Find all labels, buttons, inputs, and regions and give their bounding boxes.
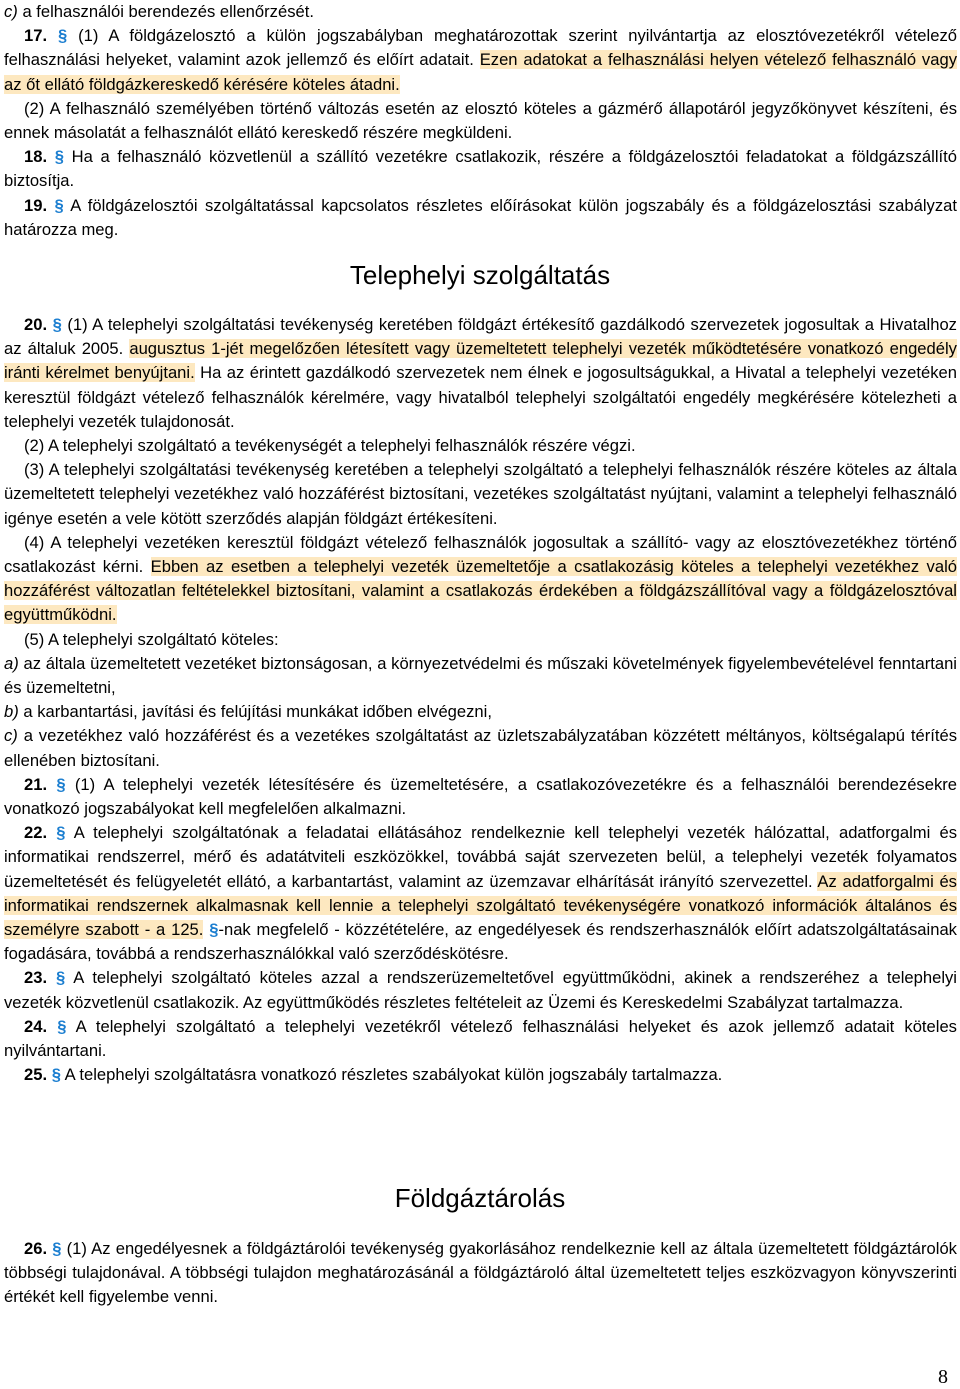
section-link-icon[interactable]: § <box>56 774 66 794</box>
highlighted-text: Ebben az esetben a telephelyi vezeték üzemeltetője a csatlakozásig köteles a telephelyi vezetékhez való hozzáférést változatlan feltételekkel biztosítani, valamint a csatlakozás érdekében a földgázszállítóval vagy a földgázelosztóval együttműködni. <box>4 557 957 625</box>
item-label: b) <box>4 702 19 722</box>
section-24: 24. § A telephelyi szolgáltató a telephelyi vezetékről vételező felhasználási helyeket és azok jellemző adatait köteles nyilvántartani. <box>4 1016 957 1061</box>
section-number: 22. <box>24 823 48 843</box>
section-19: 19. § A földgázelosztói szolgáltatással kapcsolatos részletes előírásokat külön jogszabály és a földgázelosztási szabályzat határozza meg. <box>4 195 957 239</box>
heading-foldgaztarolas: Földgáztárolás <box>394 1183 566 1213</box>
section-number: 25. <box>24 1065 48 1085</box>
block-middle <box>4 313 957 1088</box>
section-link-icon[interactable]: § <box>54 195 64 215</box>
section-23: 23. § A telephelyi szolgáltató köteles azzal a rendszerüzemeltetővel együttműködni, akinek a rendszeréhez a telephelyi vezeték közvetlenül csatlakozik. Az együttműködés részletes feltételeit az Üzemi és Kereskedelmi Szabályzat tartalmazza. <box>4 968 957 1012</box>
item-label: c) <box>4 2 18 21</box>
paragraph-c: c) a felhasználói berendezés ellenőrzését. <box>4 2 314 21</box>
section-26: 26. § (1) Az engedélyesnek a földgáztárolói tevékenység gyakorlásához rendelkeznie kell az általa üzemeltetett földgáztárolók többségi tulajdonával. A többségi tulajdon meghatározásánál a földgáztároló által üzemeltetett teljes eszközvagyon könyvszerinti értékét kell figyelembe venni. <box>4 1239 957 1307</box>
section-17-p2: (2) A felhasználó személyében történő változás esetén az elosztó köteles a gázmérő állapotáról jegyzőkönyvet készíteni, és ennek másolatát a felhasználót ellátó kereskedő részére megküldeni. <box>4 98 957 143</box>
heading-telephelyi: Telephelyi szolgáltatás <box>349 260 611 290</box>
section-number: 18. <box>24 147 48 167</box>
section-17-p1: 17. § (1) A földgázelosztó a külön jogszabályban meghatározottak szerint nyilvántartja az elosztóvezetékről vételező felhasználási helyeket, valamint azok jellemző és előírt adatait. Ezen adatokat a felhasználási helyen vételező felhasználó vagy az őt ellátó földgázkereskedő kérésére köteles átadni. <box>4 26 957 94</box>
section-20-p5: (5) A telephelyi szolgáltató köteles: <box>24 629 279 649</box>
section-link-icon[interactable]: § <box>56 823 66 843</box>
section-21: 21. § (1) A telephelyi vezeték létesítésére és üzemeltetésére, a csatlakozóvezetékre és a felhasználói berendezésekre vonatkozó jogszabályokat kell megfelelően alkalmazni. <box>4 774 957 819</box>
section-20-item-b: b) a karbantartási, javítási és felújítási munkákat időben elvégezni, <box>4 702 492 722</box>
section-link-icon[interactable]: § <box>209 920 219 940</box>
section-number: 19. <box>24 195 48 215</box>
highlighted-text: Ezen adatokat a felhasználási helyen vételező felhasználó vagy az őt ellátó földgázkereskedő kérésére köteles átadni. <box>4 50 957 94</box>
section-number: 23. <box>24 968 48 988</box>
section-20-p2: (2) A telephelyi szolgáltató a tevékenységét a telephelyi felhasználók részére végzi. <box>24 436 636 456</box>
highlighted-text: augusztus 1-jét megelőzően létesített vagy üzemeltetett telephelyi vezeték működtetésére vonatkozó engedély iránti kérelmet benyújtani. <box>4 339 957 383</box>
section-number: 26. <box>24 1239 48 1258</box>
section-20-p1: 20. § (1) A telephelyi szolgáltatási tevékenység keretében földgázt értékesítő gazdálkodó szervezetek jogosultak a Hivatalhoz az általuk 2005. augusztus 1-jét megelőzően létesített vagy üzemeltetett telephelyi vezeték működtetésére vonatkozó engedély iránti kérelmet benyújtani. Ha az érintett gazdálkodó szervezetek nem élnek e jogosultságukkal, a Hivatal a telephelyi vezetéken keresztül földgázt vételező felhasználók kérelmére, vagy hivatalból telephelyi szolgáltatói engedély megkérésére kötelezheti a telephelyi vezeték tulajdonosát. <box>4 315 957 431</box>
section-link-icon[interactable]: § <box>52 1239 62 1258</box>
section-link-icon[interactable]: § <box>56 968 66 988</box>
section-link-icon[interactable]: § <box>54 147 64 167</box>
section-link-icon[interactable]: § <box>57 1016 67 1036</box>
section-link-icon[interactable]: § <box>51 1065 61 1085</box>
block-top <box>4 0 957 242</box>
section-18: 18. § Ha a felhasználó közvetlenül a szállító vezetékre csatlakozik, részére a földgázelosztói feladatokat a földgázszállító biztosítja. <box>4 147 957 191</box>
section-link-icon[interactable]: § <box>57 26 68 46</box>
section-20-item-c: c) a vezetékhez való hozzáférést és a vezetékes szolgáltatást az üzletszabályzatában közzétett méltányos, költségalapú térítés ellenében biztosítani. <box>4 726 957 770</box>
page-number: 8 <box>938 1366 948 1388</box>
section-number: 20. <box>24 315 48 334</box>
section-22: 22. § A telephelyi szolgáltatónak a feladatai ellátásához rendelkeznie kell telephelyi vezeték hálózattal, adatforgalmi és informatikai rendszerrel, mérő és adatátviteli eszközökkel, továbbá saját szervezeten belül, a telephelyi vezeték folyamatos üzemeltetését és felügyeletét ellátó, a karbantartást, valamint az üzemzavar elhárítását irányító szervezettel. Az adatforgalmi és informatikai rendszernek alkalmasnak kell lennie a telephelyi szolgáltató tevékenységére vonatkozó információk általános és személyre szabott - a 125. §-nak megfelelő - közzétételére, az engedélyesek és rendszerhasználók előírt adatszolgáltatásainak fogadására, továbbá a rendszerhasználókkal való szerződéskötésre. <box>4 823 957 964</box>
section-20-p3: (3) A telephelyi szolgáltatási tevékenység keretében a telephelyi szolgáltató a telephelyi felhasználók részére köteles az általa üzemeltetett telephelyi vezetékhez való hozzáférést biztosítani, vezetékes szolgáltatást nyújtani, valamint a telephelyi felhasználó igénye esetén a vele kötött szerződés alapján földgázt értékesíteni. <box>4 460 957 528</box>
section-20-item-a: a) az általa üzemeltetett vezetéket biztonságosan, a környezetvédelmi és műszaki követelmények figyelembevételével fenntartani és üzemeltetni, <box>4 653 957 698</box>
section-20-p4: (4) A telephelyi vezetéken keresztül földgázt vételező felhasználók jogosultak a szállító- vagy az elosztóvezetékhez történő csatlakozást kérni. Ebben az esetben a telephelyi vezeték üzemeltetője a csatlakozásig köteles a telephelyi vezetékhez való hozzáférést változatlan feltételekkel biztosítani, valamint a csatlakozás érdekében a földgázszállítóval vagy a földgázelosztóval együttműködni. <box>4 532 957 625</box>
section-number: 24. <box>24 1016 48 1036</box>
section-link-icon[interactable]: § <box>52 315 62 334</box>
item-label: a) <box>4 653 19 673</box>
section-number: 21. <box>24 774 48 794</box>
block-bottom <box>4 1237 957 1310</box>
highlighted-text: Az adatforgalmi és informatikai rendszernek alkalmasnak kell lennie a telephelyi szolgáltató tevékenységére vonatkozó információk általános és személyre szabott - a 125. <box>4 871 957 940</box>
section-25: 25. § A telephelyi szolgáltatásra vonatkozó részletes szabályokat külön jogszabály tartalmazza. <box>24 1065 723 1085</box>
section-number: 17. <box>24 26 48 46</box>
item-label: c) <box>4 726 18 746</box>
